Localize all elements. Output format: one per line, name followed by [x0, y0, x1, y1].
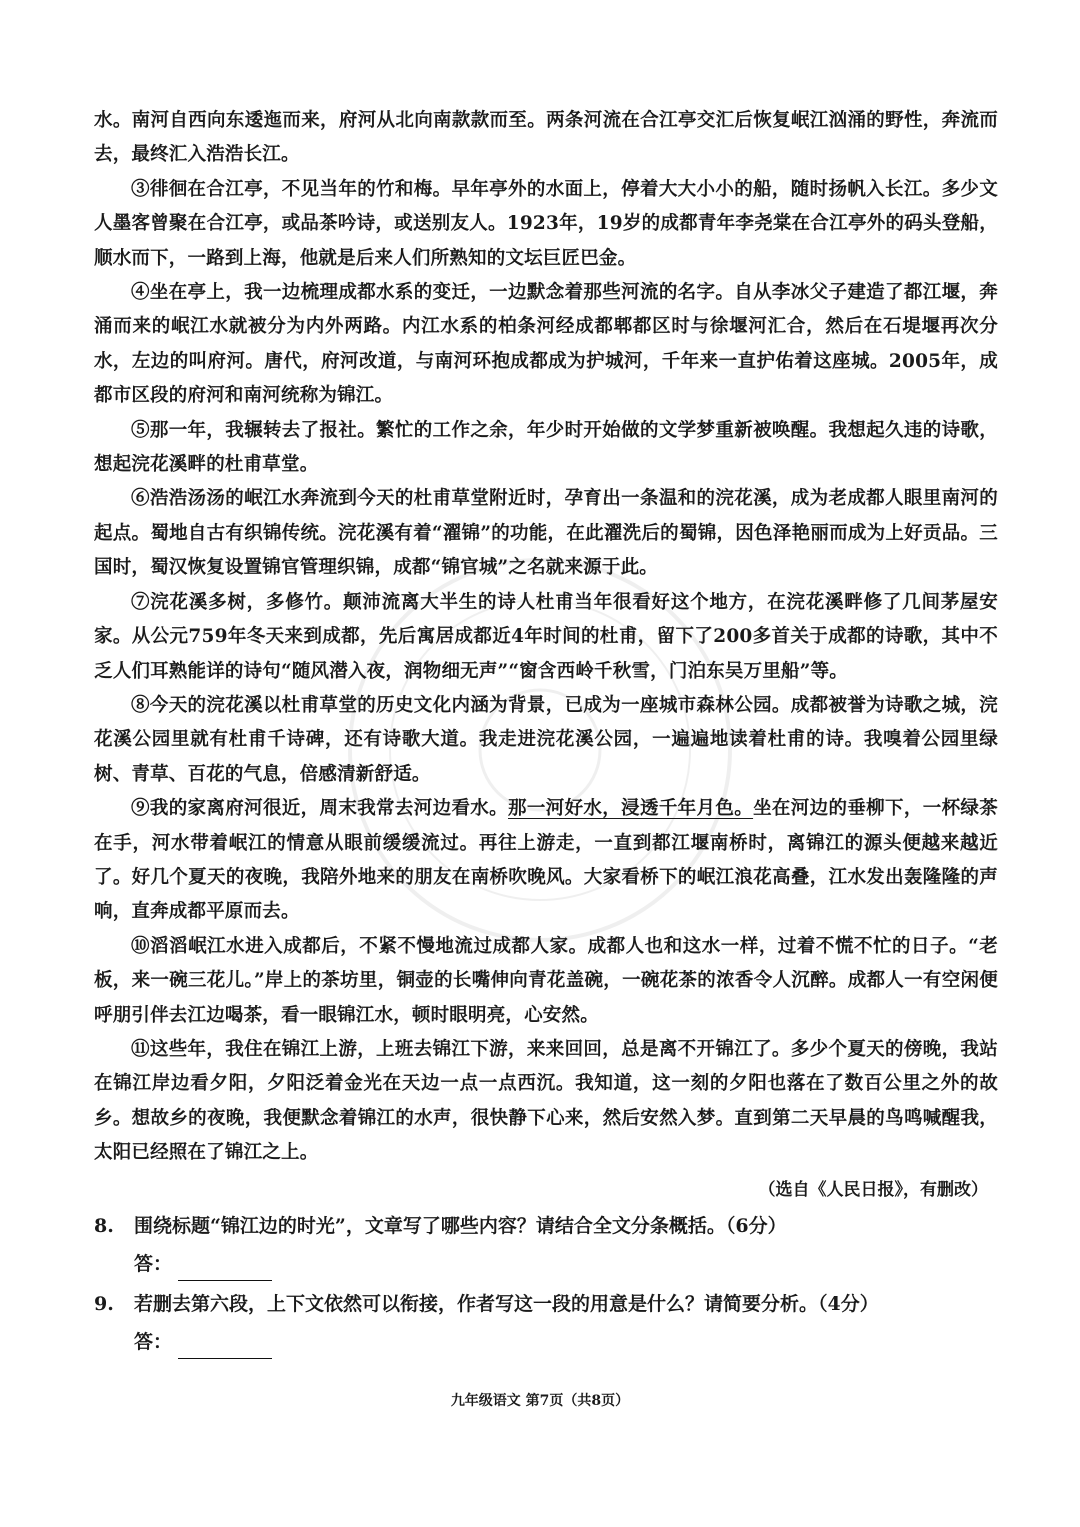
paragraph-10: ⑩滔滔岷江水进入成都后，不紧不慢地流过成都人家。成都人也和这水一样，过着不慌不忙的日子。“老板，来一碗三花儿。”岸上的茶坊里，铜壶的长嘴伸向青花盖碗，一碗花茶的浓香令人沉醉。成都人一有空闲便呼朋引伴去江边喝茶，看一眼锦江水，顿时眼明亮，心安然。 — [94, 935, 998, 1026]
paragraph-4: ④坐在亭上，我一边梳理成都水系的变迁，一边默念着那些河流的名字。自从李冰父子建造了都江堰，奔涌而来的岷江水就被分为内外两路。内江水系的柏条河经成都郫都区时与徐堰河汇合，然后在石堤堰再次分水，左边的叫府河。唐代，府河改道，与南河环抱成都成为护城河，千年来一直护佑着这座城。2005年，成都市区段的府河和南河统称为锦江。 — [94, 282, 998, 407]
question-number: 8. — [94, 1214, 114, 1237]
question-9 — [94, 1287, 998, 1321]
paragraph-6: ⑥浩浩汤汤的岷江水奔流到今天的杜甫草堂附近时，孕育出一条温和的浣花溪，成为老成都人眼里南河的起点。蜀地自古有织锦传统。浣花溪有着“濯锦”的功能，在此濯洗后的蜀锦，因色泽艳丽而成为上好贡品。三国时，蜀汉恢复设置锦官管理织锦，成都“锦官城”之名就来源于此。 — [94, 488, 998, 579]
paragraph-9-text-after: 坐在河边的垂柳下，一杯绿茶在手，河水带着岷江的情意从眼前缓缓流过。再往上游走，一直到都江堰南桥时，离锦江的源头便越来越近了。好几个夏天的夜晚，我陪外地来的朋友在南桥吹晚风。大家看桥下的岷江浪花高叠，江水发出轰隆隆的声响，直奔成都平原而去。 — [94, 798, 998, 923]
paragraph-11: ⑪这些年，我住在锦江上游，上班去锦江下游，来来回回，总是离不开锦江了。多少个夏天的傍晚，我站在锦江岸边看夕阳，夕阳泛着金光在天边一点一点西沉。我知道，这一刻的夕阳也落在了数百公里之外的故乡。想故乡的夜晚，我便默念着锦江的水声，很快静下心来，然后安然入梦。直到第二天早晨的鸟鸣喊醒我，太阳已经照在了锦江之上。 — [94, 1038, 998, 1164]
paragraph-3: ③徘徊在合江亭，不见当年的竹和梅。早年亭外的水面上，停着大大小小的船，随时扬帆入长江。多少文人墨客曾聚在合江亭，或品茶吟诗，或送别友人。1923年，19岁的成都青年李尧棠在合江亭外的码头登船，顺水而下，一路到上海，他就是后来人们所熟知的文坛巨匠巴金。 — [94, 178, 998, 269]
article-body — [94, 104, 998, 1365]
page-footer: 九年级语文 第7页（共8页） — [450, 1393, 630, 1409]
paragraph-7: ⑦浣花溪多树，多修竹。颠沛流离大半生的诗人杜甫当年很看好这个地方，在浣花溪畔修了几间茅屋安家。从公元759年冬天来到成都，先后寓居成都近4年时间的杜甫，留下了200多首关于成都的诗歌，其中不乏人们耳熟能详的诗句“随风潜入夜，润物细无声”“窗含西岭千秋雪，门泊东吴万里船”等。 — [94, 591, 998, 682]
question-text: 若删去第六段，上下文依然可以衔接，作者写这一段的用意是什么？请简要分析。（4分） — [134, 1292, 879, 1315]
underlined-sentence: 那一河好水，浸透千年月色。 — [508, 798, 754, 820]
answer-blank[interactable] — [178, 1336, 272, 1359]
answer-label: 答： — [134, 1330, 173, 1353]
question-text: 围绕标题“锦江边的时光”，文章写了哪些内容？请结合全文分条概括。（6分） — [134, 1214, 787, 1237]
paragraph-8: ⑧今天的浣花溪以杜甫草堂的历史文化内涵为背景，已成为一座城市森林公园。成都被誉为诗歌之城，浣花溪公园里就有杜甫千诗碑，还有诗歌大道。我走进浣花溪公园，一遍遍地读着杜甫的诗。我嗅着公园里绿树、青草、百花的气息，倍感清新舒适。 — [94, 694, 998, 785]
answer-blank[interactable] — [178, 1258, 272, 1281]
paragraph-9-text-before: ⑨我的家离府河很近，周末我常去河边看水。 — [131, 798, 509, 820]
paragraph-5: ⑤那一年，我辗转去了报社。繁忙的工作之余，年少时开始做的文学梦重新被唤醒。我想起久违的诗歌，想起浣花溪畔的杜甫草堂。 — [94, 419, 998, 476]
question-number: 9. — [94, 1292, 114, 1315]
source-citation: （选自《人民日报》，有删改） — [758, 1179, 988, 1200]
answer-label: 答： — [134, 1252, 173, 1275]
paragraph-continuation: 水。南河自西向东逶迤而来，府河从北向南款款而至。两条河流在合江亭交汇后恢复岷江汹涌的野性，奔流而去，最终汇入浩浩长江。 — [94, 110, 998, 166]
answer-9 — [134, 1325, 998, 1359]
answer-8 — [134, 1247, 998, 1281]
paragraph-9 — [94, 792, 998, 930]
question-8 — [94, 1209, 998, 1243]
